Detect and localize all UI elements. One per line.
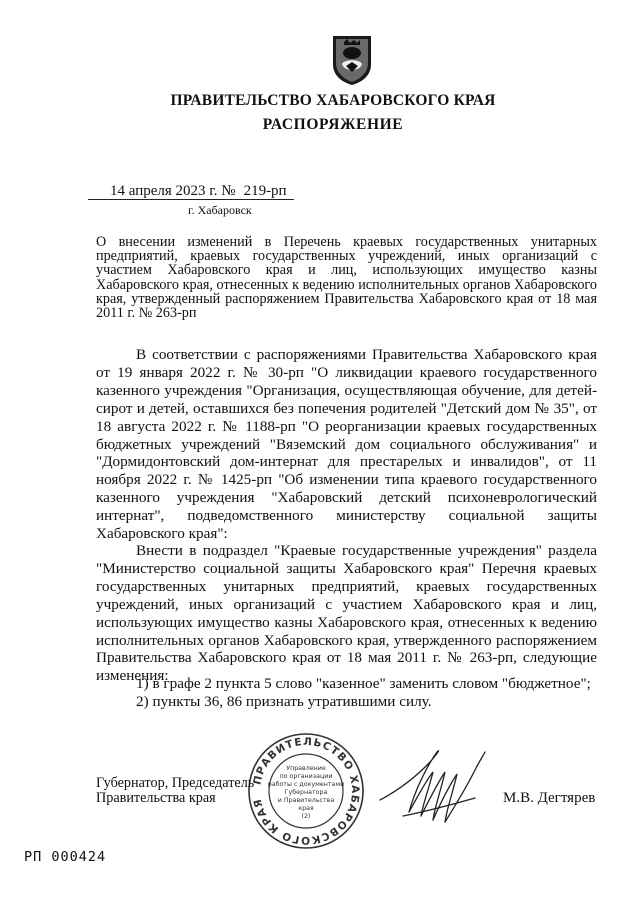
list-item-2: 2) пункты 36, 86 признать утратившими силу.: [136, 693, 432, 710]
date-underline: [88, 199, 294, 200]
stamp-line-5: и Правительства: [277, 797, 335, 804]
handwritten-signature: [375, 742, 490, 838]
position-line-2: Правительства края: [96, 789, 216, 806]
stamp-line-6: края: [298, 805, 314, 812]
stamp-line-2: по организации: [279, 773, 333, 780]
city: г. Хабаровск: [188, 203, 252, 217]
list-item-1: 1) в графе 2 пункта 5 слово "казенное" заменить словом "бюджетное";: [136, 675, 591, 692]
registration-number: РП 000424: [24, 849, 107, 865]
document-type: РАСПОРЯЖЕНИЕ: [262, 116, 404, 133]
official-stamp: [247, 732, 365, 850]
document-subject: О внесении изменений в Перечень краевых государственных унитарных предприятий, краевых государственных учреждений, иных организаций с участием Хабаровского края и лиц, использующих имущество казны Хабаровского края, отнесенных к ведению исполнительных органов Хабаровского края, утвержденный распоряжением Правительства Хабаровского края от 18 мая 2011 г. № 263-рп: [96, 234, 597, 322]
signatory-name: М.В. Дегтярев: [503, 790, 596, 806]
coat-of-arms-icon: [330, 34, 374, 86]
stamp-line-3: работы с документами: [267, 781, 345, 788]
position-line-1: Губернатор, Председатель: [96, 775, 255, 791]
document-date: 14 апреля 2023 г. №: [110, 183, 236, 199]
stamp-ring-text: ПРАВИТЕЛЬСТВО ХАБАРОВСКОГО КРАЯ: [251, 735, 362, 847]
signatory-position: [96, 776, 254, 805]
date-line: [110, 183, 299, 200]
body-paragraph-1: В соответствии с распоряжениями Правительства Хабаровского края от 19 января 2022 г. № 30-рп "О ликвидации краевого государственного казенного учреждения "Организация, осуществляющая обучение, для детей-сирот и детей, оставшихся без попечения родителей "Детский дом № 35", от 18 августа 2022 г. № 1188-рп "О реорганизации краевых государственных бюджетных учреждений "Вяземский дом социального обслуживания" и "Дормидонтовский дом-интернат для престарелых и инвалидов", от 11 ноября 2022 г. № 1425-рп "Об изменении типа краевого государственного казенного учреждения "Хабаровский детский психоневрологический интернат", подведомственного министерству социальной защиты Хабаровского края":: [96, 346, 597, 543]
stamp-line-4: Губернатора: [284, 789, 328, 796]
body-paragraph-2: Внести в подраздел "Краевые государственные учреждения" раздела "Министерство социальной защиты Хабаровского края" Перечня краевых государственных унитарных предприятий, краевых государственных учреждений, иных организаций с участием Хабаровского края и лиц, использующих имущество казны Хабаровского края, отнесенных к ведению исполнительных органов Хабаровского края, утвержденного распоряжением Правительства Хабаровского края от 18 мая 2011 г. № 263-рп, следующие изменения:: [96, 542, 597, 685]
document-number: 219-рп: [243, 183, 287, 199]
stamp-line-7: (2): [301, 813, 311, 820]
government-title: ПРАВИТЕЛЬСТВО ХАБАРОВСКОГО КРАЯ: [170, 92, 496, 109]
stamp-line-1: Управление: [286, 765, 326, 772]
